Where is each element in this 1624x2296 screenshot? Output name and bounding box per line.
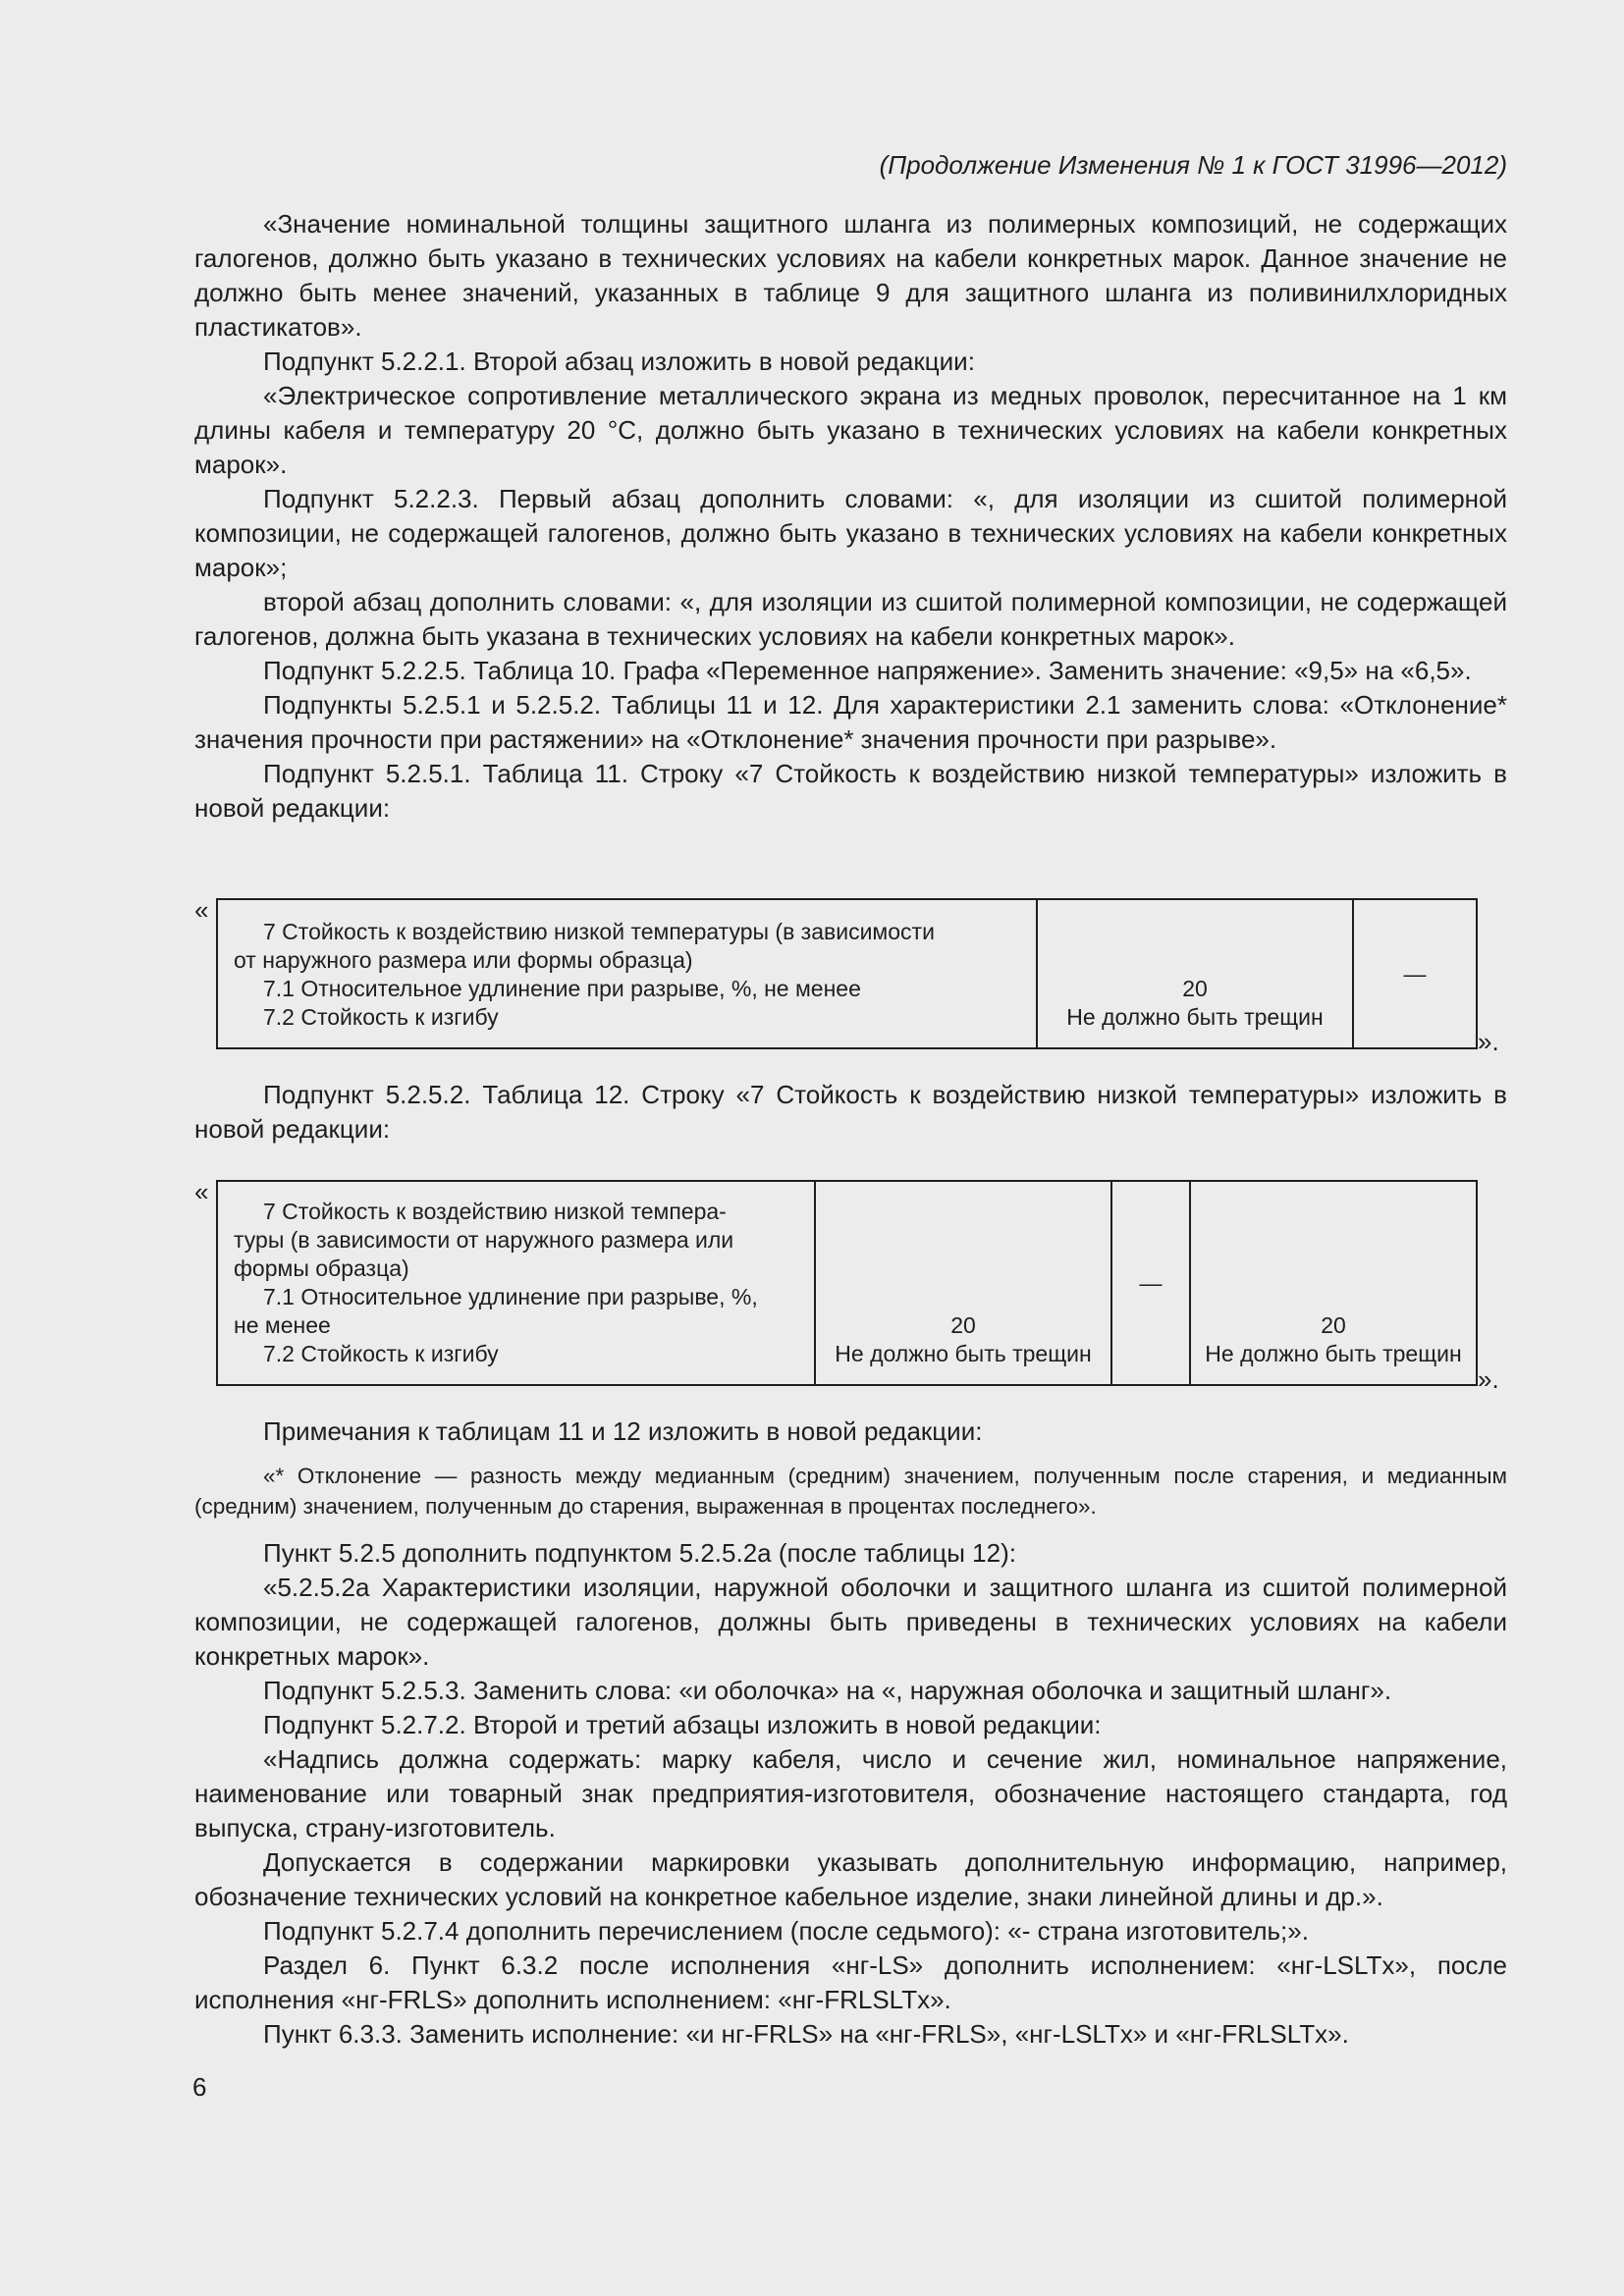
page-number: 6 [192, 2072, 207, 2102]
table1-text-line: от наружного размера или формы образца) [234, 947, 693, 973]
table2-value-elongation-2: 20 [1321, 1312, 1346, 1338]
table2-open-quote: « [194, 1177, 209, 1206]
table1-value-bending: Не должно быть трещин [1066, 1004, 1324, 1030]
paragraph: Подпункт 5.2.5.1. Таблица 11. Строку «7 Стойкость к воздействию низкой температуры» изложить в новой редакции: [194, 759, 1507, 823]
note-text-block [194, 1461, 1507, 1522]
table1-text-line: 7 Стойкость к воздействию низкой температуры (в зависимости [263, 919, 935, 944]
paragraph: Подпункт 5.2.2.1. Второй абзац изложить в новой редакции: [263, 347, 975, 376]
paragraph: Подпункт 5.2.5.2. Таблица 12. Строку «7 Стойкость к воздействию низкой температуры» изложить в новой редакции: [194, 1080, 1507, 1144]
table2-intro-block [194, 1078, 1507, 1147]
page-header: (Продолжение Изменения № 1 к ГОСТ 31996—2012) [879, 150, 1507, 180]
table-11-row [216, 898, 1478, 1049]
table2-characteristic-cell [217, 1181, 815, 1385]
paragraph: «Надпись должна содержать: марку кабеля, число и сечение жил, номинальное напряжение, наименование или товарный знак предприятия-изготовителя, обозначение настоящего стандарта, год выпуска, страну-изготовитель. [194, 1744, 1507, 1842]
paragraph: второй абзац дополнить словами: «, для изоляции из сшитой полимерной композиции, не содержащей галогенов, должна быть указана в технических условиях на кабели конкретных марок». [194, 587, 1507, 651]
table2-value-bending-2: Не должно быть трещин [1205, 1341, 1462, 1366]
paragraph: Подпункт 5.2.2.5. Таблица 10. Графа «Переменное напряжение». Заменить значение: «9,5» на «6,5». [263, 656, 1472, 685]
table1-characteristic-cell [217, 899, 1037, 1048]
top-text-block [194, 207, 1507, 826]
paragraph: Подпункт 5.2.5.3. Заменить слова: «и оболочка» на «, наружная оболочка и защитный шланг». [263, 1676, 1392, 1705]
paragraph: Подпункт 5.2.7.2. Второй и третий абзацы изложить в новой редакции: [263, 1710, 1102, 1739]
table2-value-cell-2 [1190, 1181, 1477, 1385]
paragraph: «Значение номинальной толщины защитного шланга из полимерных композиций, не содержащих галогенов, должно быть указано в технических условиях на кабели конкретных марок. Данное значение не должно быть менее значений, указанных в таблице 9 для защитного шланга из поливинилхлоридных пластикатов». [194, 209, 1507, 342]
table1-open-quote: « [194, 895, 209, 925]
table1-dash: — [1403, 960, 1427, 987]
notes-title: Примечания к таблицам 11 и 12 изложить в новой редакции: [263, 1416, 983, 1446]
table2-dash-cell [1111, 1181, 1190, 1385]
table2-dash: — [1139, 1269, 1163, 1296]
table2-text-line: не менее [234, 1312, 331, 1338]
notes-block [194, 1415, 1507, 1449]
table2-text-line: 7 Стойкость к воздействию низкой темпера- [263, 1199, 727, 1224]
paragraph: Подпункт 5.2.2.3. Первый абзац дополнить словами: «, для изоляции из сшитой полимерной композиции, не содержащей галогенов, должно быть указано в технических условиях на кабели конкретных марок»; [194, 484, 1507, 582]
paragraph: Раздел 6. Пункт 6.3.2 после исполнения «нг-LS» дополнить исполнением: «нг-LSLTx», после исполнения «нг-FRLS» дополнить исполнением: «нг-FRLSLTx». [194, 1950, 1507, 2014]
paragraph: Подпункт 5.2.7.4 дополнить перечислением (после седьмого): «- страна изготовитель;». [263, 1916, 1309, 1946]
table2-value-cell [815, 1181, 1111, 1385]
paragraph: Допускается в содержании маркировки указывать дополнительную информацию, например, обозначение технических условий на конкретное кабельное изделие, знаки линейной длины и др.». [194, 1847, 1507, 1911]
table2-text-line: 7.1 Относительное удлинение при разрыве, %, [263, 1284, 758, 1309]
table2-text-line: туры (в зависимости от наружного размера или [234, 1227, 734, 1253]
table2-value-bending: Не должно быть трещин [835, 1341, 1092, 1366]
table2-text-line: формы образца) [234, 1255, 409, 1281]
note-text: «* Отклонение — разность между медианным (средним) значением, полученным после старения, и медианным (средним) значением, полученным до старения, выраженная в процентах последнего». [194, 1464, 1507, 1519]
table1-value-cell [1037, 899, 1353, 1048]
paragraph: «Электрическое сопротивление металлического экрана из медных проволок, пересчитанное на 1 км длины кабеля и температуру 20 °С, должно быть указано в технических условиях на кабели конкретных марок». [194, 381, 1507, 479]
table2-close-quote: ». [1478, 1364, 1499, 1394]
paragraph: Пункт 6.3.3. Заменить исполнение: «и нг-FRLS» на «нг-FRLS», «нг-LSLTx» и «нг-FRLSLTx». [263, 2019, 1349, 2049]
paragraph: «5.2.5.2а Характеристики изоляции, наружной оболочки и защитного шланга из сшитой полимерной композиции, не содержащей галогенов, должны быть приведены в технических условиях на кабели конкретных марок». [194, 1573, 1507, 1671]
table2-value-elongation: 20 [950, 1312, 976, 1338]
table2-text-line: 7.2 Стойкость к изгибу [263, 1341, 499, 1366]
table-12-row [216, 1180, 1478, 1386]
paragraph: Пункт 5.2.5 дополнить подпунктом 5.2.5.2а (после таблицы 12): [263, 1538, 1016, 1568]
table1-value-elongation: 20 [1182, 976, 1208, 1001]
table1-close-quote: ». [1478, 1027, 1499, 1056]
table1-dash-cell [1353, 899, 1477, 1048]
table1-text-line: 7.2 Стойкость к изгибу [263, 1004, 499, 1030]
paragraph: Подпункты 5.2.5.1 и 5.2.5.2. Таблицы 11 и 12. Для характеристики 2.1 заменить слова: «Отклонение* значения прочности при растяжении» на «Отклонение* значения прочности при разрыве». [194, 690, 1507, 754]
table1-text-line: 7.1 Относительное удлинение при разрыве, %, не менее [263, 976, 861, 1001]
bottom-text-block [194, 1536, 1507, 2052]
